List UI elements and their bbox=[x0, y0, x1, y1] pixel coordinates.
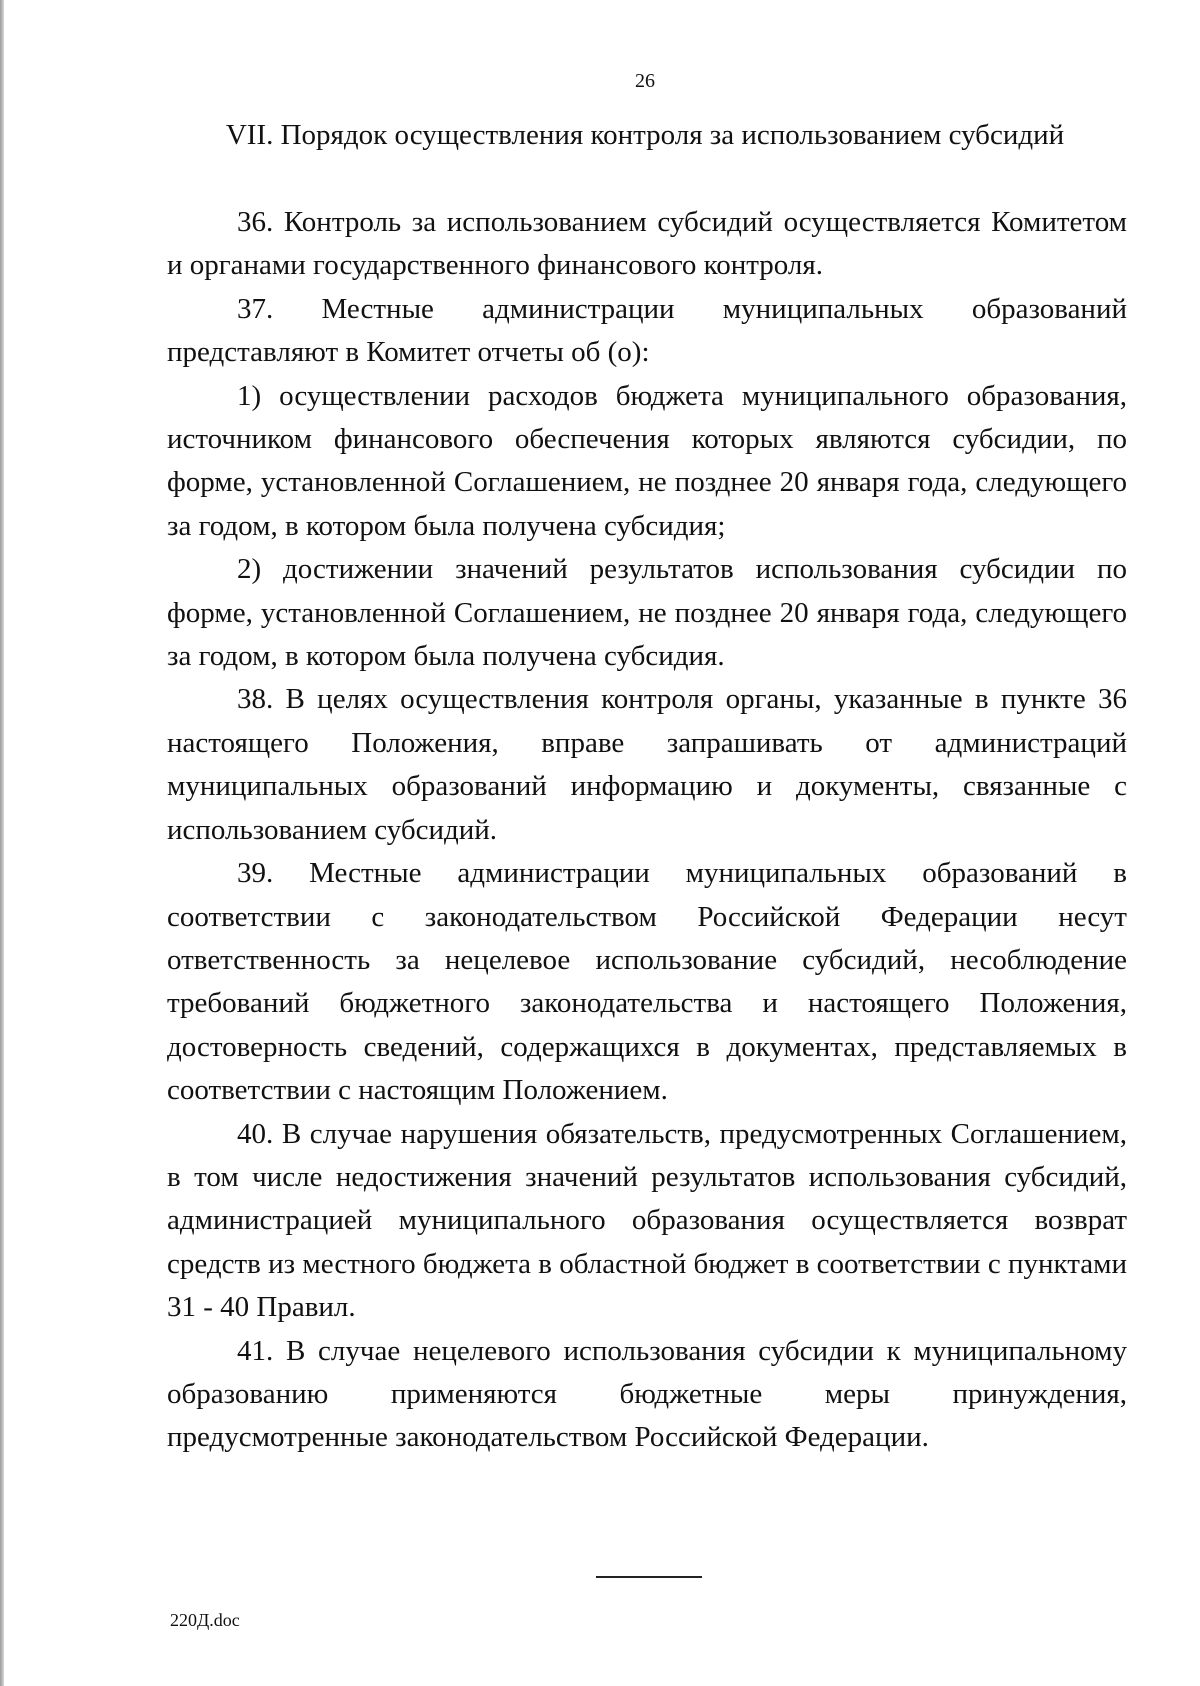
paragraph-37-item-1: 1) осуществлении расходов бюджета муниципального образования, источником финансового обеспечения которых являются субсидии, по форме, установленной Соглашением, не позднее 20 января года, следующего за годом, в котором была получена субсидия; bbox=[167, 379, 1127, 542]
document-body bbox=[167, 201, 1127, 1460]
section-title: VII. Порядок осуществления контроля за использованием субсидий bbox=[225, 119, 1065, 151]
paragraph-40: 40. В случае нарушения обязательств, предусмотренных Соглашением, в том числе недостижения значений результатов использования субсидий, администрацией муниципального образования осуществляется возврат средств из местного бюджета в областной бюджет в соответствии с пунктами 31 - 40 Правил. bbox=[167, 1117, 1127, 1324]
paragraph-41: 41. В случае нецелевого использования субсидии к муниципальному образованию применяются бюджетные меры принуждения, предусмотренные законодательством Российской Федерации. bbox=[167, 1334, 1127, 1454]
paragraph-37-item-2: 2) достижении значений результатов использования субсидии по форме, установленной Соглашением, не позднее 20 января года, следующего за годом, в котором была получена субсидия. bbox=[167, 553, 1127, 673]
paragraph-36: 36. Контроль за использованием субсидий осуществляется Комитетом и органами государственного финансового контроля. bbox=[167, 206, 1127, 282]
paragraph-38: 38. В целях осуществления контроля органы, указанные в пункте 36 настоящего Положения, вправе запрашивать от администраций муниципальных образований информацию и документы, связанные с использованием субсидий. bbox=[167, 683, 1127, 846]
scan-edge bbox=[0, 0, 4, 1686]
paragraph-37: 37. Местные администрации муниципальных образований представляют в Комитет отчеты об (о): bbox=[167, 292, 1127, 369]
paragraph-39: 39. Местные администрации муниципальных образований в соответствии с законодательством Российской Федерации несут ответственность за нецелевое использование субсидий, несоблюдение требований бюджетного законодательства и настоящего Положения, достоверность сведений, содержащихся в документах, представляемых в соответствии с настоящим Положением. bbox=[167, 857, 1127, 1107]
footer-doc-name: 220Д.doc bbox=[170, 1610, 240, 1630]
footer-divider bbox=[596, 1576, 702, 1578]
page-number: 26 bbox=[635, 70, 655, 92]
